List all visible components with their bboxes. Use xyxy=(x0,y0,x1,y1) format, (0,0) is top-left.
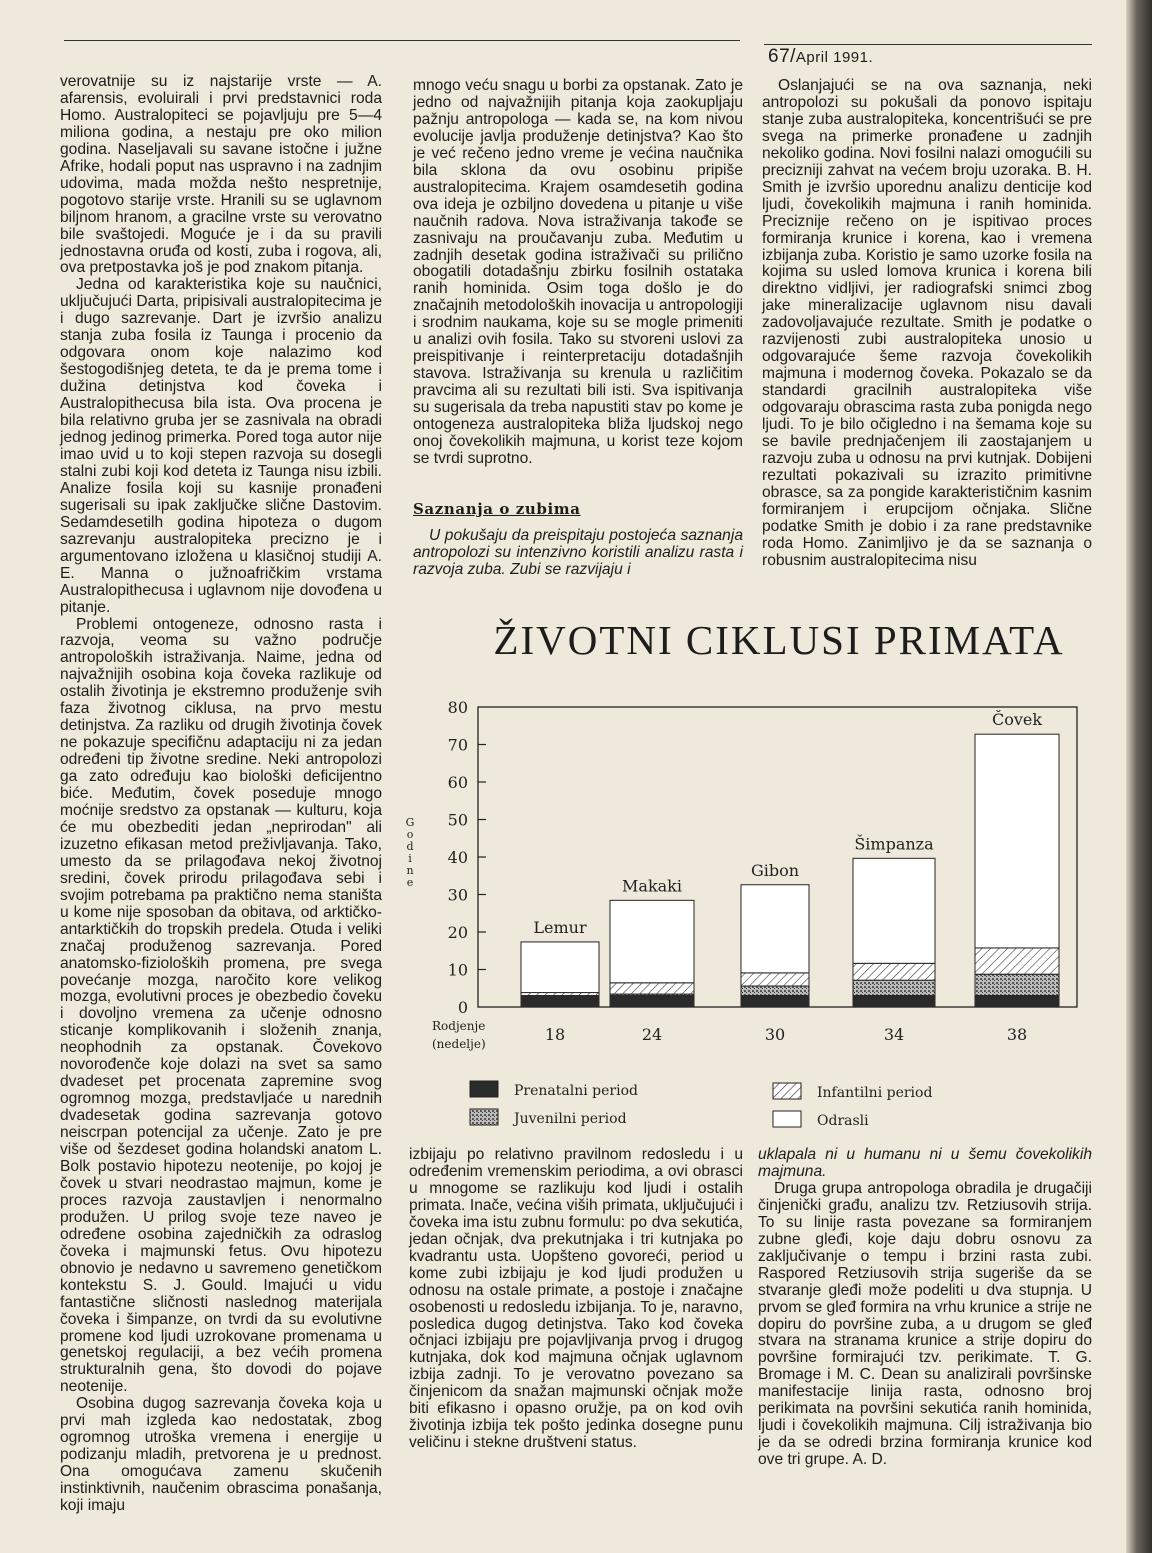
paragraph: Problemi ontogeneze, odnosno rasta i razvoja, veoma su važno područje antropoloških istraživanja. Naime, jedna od najvažnijih osobina koja čoveka razlikuje od ostalih životinja je ekstremno produženje svih faza životnog ciklusa, na prvo mestu detinjstva. Za razliku od drugih životinja čovek ne pokazuje specifičnu adaptaciju ni za jedan određeni tip životne sredine. Neki antropolozi ga zato određuju kao biološki deficijentno biće. Međutim, čovek poseduje mnogo moćnije sredstvo za opstanak — kulturu, koja će mu obezbediti jedan „neprirodan" ali izuzetno efikasan metod preživljavanja. Tako, umesto da se prilagođava nekoj životnoj sredini, čovek prirodu prilagođava sebi i svojim potrebama pa praktično nema staništa u kome nije sposoban da obitava, od arktičko-antarktičkih do tropskih predela. Otuda i veliki značaj produženog sazrevanja. Pored anatomsko-fizioloških promena, pre svega povećanje mozga, naročito kore velikog mozga, evolutivni proces je obezbedio čoveku i dovoljno vremena za učenje odnosno sticanje komplikovanih i složenih znanja, neophodnih za opstanak. Čovekovo novorođenče koje dolazi na svet sa samo dvadeset pet procenata zapremine svog ogromnog mozga, predstavljaće u narednih dvadesetak godina sazrevanja gotovo neiscrpan potencijal za učenje. Zato je pre više od šezdeset godina holandski anatom L. Bolk postavio hipotezu neotenije, po kojoj je čovek u stvari neodrastao majmun, kome je proces razvoja zaustavljen i nenormalno produžen. U prilog svoje teze naveo je određene osobina zajedničkih za odraslog čoveka i majmunski fetus. Ovu hipotezu obnovio je nedavno u savremeno genetičkom kontekstu S. J. Gould. Imajući u vidu fantastične sličnosti naslednog materijala čoveka i šimpanze, on tvrdi da su evolutivne promene kod ljudi uzrokovane promenama u genetskoj regulaciji, a bez većih promena strukturalnih gena, što dovodi do pojave neotenije. xyxy=(60,615,382,1396)
paragraph: Osobina dugog sazrevanja čoveka koja u prvi mah izgleda kao nedostatak, zbog ogromnog utroška vremena i energije u podizanju mladih, pretvorena je u prednost. Ona omogućava zamenu skučenih instinktivnih, naučenim obrascima ponašanja, koji imaju xyxy=(60,1395,382,1515)
legend-label: Juvenilni period xyxy=(514,1111,627,1127)
bar-category-label: Čovek xyxy=(991,710,1043,730)
y-tick-label: 20 xyxy=(447,923,468,942)
paragraph: uklapala ni u humanu ni u šemu čovekolikih majmuna. xyxy=(758,1146,1092,1180)
bar-segment-adult xyxy=(741,885,809,973)
legend-label: Prenatalni period xyxy=(514,1083,638,1099)
y-tick-label: 40 xyxy=(447,848,468,867)
birth-week-label: 18 xyxy=(544,1025,566,1044)
legend-label: Infantilni period xyxy=(817,1085,933,1101)
y-tick-label: 80 xyxy=(447,698,468,717)
y-tick-label: 50 xyxy=(447,810,468,830)
article-column-3 xyxy=(762,78,1092,570)
paragraph: verovatnije su iz najstarije vrste — A. afarensis, evoluirali i prvi predstavnici roda Homo. Australopiteci se pojavljuju pre 5—4 miliona godina, a nestaju pre oko milion godina. Naseljavali su savane istočne i južne Afrike, hodali poput nas uspravno i na zadnjim udovima, mada možda nešto nespretnije, pogotovo starije vrste. Hranili su se uglavnom biljnom hranom, a gracilne vrste su verovatno bile svaštojedi. Moguće je i da su pravili jednostavna oruđa od kosti, zuba i rogova, ali, ova pretpostavka još je pod znakom pitanja. xyxy=(60,73,382,277)
issue-month: April xyxy=(795,49,829,66)
bar-base-band xyxy=(853,995,935,1007)
x-axis-label-line: Rodjenje xyxy=(432,1019,486,1033)
birth-week-label: 34 xyxy=(883,1025,905,1044)
y-axis-label-letter: d xyxy=(406,840,414,853)
bar-segment-adult xyxy=(610,900,694,983)
bar-segment-adult xyxy=(521,942,599,993)
article-column-1 xyxy=(60,74,382,1515)
y-tick-label: 60 xyxy=(447,773,468,792)
paragraph: Jedna od karakteristika koje su naučnici, uključujući Darta, pripisivali australopitecima je i dugo sazrevanje. Dart je izvršio analizu stanja zuba fosila iz Taunga i procenio da odgovara onom koje nalazimo kod šestogodišnjeg deteta, te da je prema tome i dužina detinjstva kod čoveka i Australopithecusa bila ista. Ova procena je bila relativno gruba jer se zasnivala na obradi jednog jedinog primerka. Pored toga autor nije imao uvid u to koji stepen razvoja su dosegli stalni zubi koji kod deteta iz Taunga nisu izbili. Analize fosila koji su kasnije pronađeni sugerisali su ipak zaključke slične Dastovim. Sedamdesetilh godina hipoteza o dugom sazrevanju australopiteka precizno je i argumentovano izložena u klasičnoj studiji A. E. Manna o južnoafričkim vrstama Australopithecusa i uglavnom nije dovođena u pitanje. xyxy=(60,276,382,616)
bar-category-label: Lemur xyxy=(533,917,587,937)
y-tick-label: 70 xyxy=(447,735,468,755)
paragraph: Oslanjajući se na ova saznanja, neki antropolozi su pokušali da ponovo ispitaju stanje zuba australopiteka, koncentrišući se pre svega na primerke pronađene u zadnjih nekoliko godina. Novi fosilni nalazi omogućili su precizniji zahvat na većem broju uzoraka. B. H. Smith je izvršio uporednu analizu denticije kod ljudi, čovekolikih majmuna i ranih hominida. Preciznije rečeno on je ispitivao proces formiranja krunice i korena, kao i vremena izbijanja zuba. Koristio je samo uzorke fosila na kojima su usled lomova krunica i korena bili direktno vidljivi, jer radiografski snimci zbog jake mineralizacije uglavnom nisu davali zadovoljavajuće rezultate. Smith je podatke o razvijenosti zubi australopiteka unosio u odgovarajuće šeme razvoja čovekolikih majmuna i modernog čoveka. Pokazalo se da standardi gracilnih australopiteka više odgovaraju obrascima rasta zuba ponigda nego ljudi. To je bilo očigledno i na šemama koje su se bavile prednjačenjem ili zaostajanjem u razvoju zuba u odnosu na prvi kutnjak. Dobijeni rezultati pokazivali su izrazito primitivne obrasce, sa za pongide karakterističnim kasnim formiranjem i erupcijom očnjaka. Slične podatke Smith je dobio i za rane predstavnike roda Homo. Zanimljivo je da se saznanja o robusnim australopitecima nisu xyxy=(762,77,1092,569)
paragraph: mnogo veću snagu u borbi za opstanak. Zato je jedno od najvažnijih pitanja koja zaokupljaju pažnju antropologa — kada se, na kom nivou evolucije javlja produženje detinjstva? Kao što je već rečeno jedno vreme je većina naučnika bila sklona da ovu osobinu pripiše australopitecima. Krajem osamdesetih godina ova ideja je ozbiljno dovedena u pitanje u više naučnih radova. Nova istraživanja takođe se zasnivaju na proučavanju zuba. Međutim u zadnjih desetak godina istraživači su prilično obogatili dotadašnju zbirku fosilnih ostataka ranih hominida. Osim toga došlo je do značajnih metodoloških inovacija u antropologiji i srodnim naukama, koje su se mogle primeniti u analizi ovih fosila. Tako su stvoreni uslovi za preispitivanje i reinterpretaciju dotadašnjih stavova. Istraživanja su krenula u različitim pravcima ali su rezultati bili isti. Sva ispitivanja su sugerisala da treba napustiti stav po kome je ontogeneza australopiteka bliža ljudskoj nego onoj čovekolikih majmuna, u korist teze kojom se tvrdi suprotno. xyxy=(413,77,743,467)
paragraph: U pokušaju da preispitaju postojeća saznanja antropolozi su intenzivno koristili analizu rasta i razvoja zuba. Zubi se razvijaju i xyxy=(413,527,743,578)
bar-segment-infantile xyxy=(610,983,694,994)
legend-label: Odrasli xyxy=(817,1113,869,1129)
header-rule-right xyxy=(764,44,1092,45)
section-heading: Saznanja o zubima xyxy=(413,500,581,518)
y-tick-label: 30 xyxy=(447,885,468,905)
bar-segment-infantile xyxy=(853,963,935,980)
legend-swatch xyxy=(470,1109,498,1125)
article-column-2 xyxy=(413,78,743,468)
bar-base-band xyxy=(521,995,599,1007)
y-tick-label: 0 xyxy=(457,998,468,1017)
birth-week-label: 24 xyxy=(641,1025,663,1044)
bar-segment-infantile xyxy=(975,948,1059,974)
article-column-2-continued xyxy=(409,1147,743,1452)
bar-category-label: Šimpanza xyxy=(854,834,934,854)
y-axis-label-letter: e xyxy=(406,876,414,889)
y-axis-label-letter: G xyxy=(405,816,415,829)
bar-category-label: Makaki xyxy=(622,876,682,896)
bar-segment-adult xyxy=(975,734,1059,948)
y-axis-label-letter: o xyxy=(406,828,414,841)
paragraph: izbijaju po relativno pravilnom redosledu i u određenim vremenskim periodima, a ovi obrasci u mnogome se razlikuju kod ljudi i ostalih primata. Inače, većina viših primata, uključujući i čoveka ima istu zubnu formulu: po dva sekutića, jedan očnjak, dva prekutnjaka i tri kutnjaka po kvadrantu usta. Uopšteno govoreći, period u kome zubi izbijaju je kod ljudi produžen u odnosu na ostale primate, a postoje i značajne osobenosti u redosledu izbijanja. To je, naravno, posledica dugog detinjstva. Tako kod čoveka očnjaci izbijaju pre pojavljivanja prvog i drugog kutnjaka, dok kod majmuna očnjak uglavnom izbija zadnji. To je verovatno povezano sa činjenicom da snažan majmunski očnjak može biti efikasno i opasno oružje, pa on kod ovih životinja izbija tek pošto jedinka dosegne punu veličinu i stekne društveni status. xyxy=(409,1146,743,1452)
bar-base-band xyxy=(975,995,1059,1007)
y-axis-label-letter: n xyxy=(406,864,414,877)
life-cycle-bar-chart xyxy=(400,690,1100,1140)
y-tick-label: 10 xyxy=(447,960,468,980)
paragraph: Druga grupa antropologa obradila je drugačiji činjenički građu, analizu tzv. Retziusovih strija. To su linije rasta povezane sa formiranjem zubne gleđi, koje daju dobru osnovu za zaključivanje o tempu i brzini rasta zubi. Raspored Retziusovih strija sugeriše da se stvaranje gleđi može podeliti u dva stupnja. U prvom se gleđ formira na vrhu krunice a strije ne dopiru do površine zuba, a u drugom se gleđ stvara na stranama krunice a strije dopiru do površine formirajući tzv. perikimate. T. G. Bromage i M. C. Dean su analizirali površinske manifestacije linija rasta, odnosno broj perikimata na površini sekutića ranih hominida, ljudi i čovekolikih majmuna. Cilj istraživanja bio je da se odredi brzina formiranja krunice kod ove tri grupe. A. D. xyxy=(758,1179,1092,1469)
bar-base-band xyxy=(741,995,809,1007)
page-number: 67/ xyxy=(768,46,796,67)
bar-category-label: Gibon xyxy=(750,860,800,880)
x-axis-label-line: (nedelje) xyxy=(432,1037,486,1051)
bar-segment-adult xyxy=(853,858,935,963)
bar-base-band xyxy=(610,995,694,1007)
header-rule-left xyxy=(64,40,740,41)
issue-year: 1991. xyxy=(828,49,874,66)
birth-week-label: 38 xyxy=(1006,1025,1028,1044)
legend-swatch xyxy=(470,1081,498,1097)
article-column-3-continued xyxy=(758,1147,1092,1469)
page-header xyxy=(768,46,873,68)
legend-swatch xyxy=(773,1111,801,1127)
y-axis-label-letter: i xyxy=(408,852,412,865)
legend-swatch xyxy=(773,1083,801,1099)
chart-title: ŽIVOTNI CIKLUSI PRIMATA xyxy=(493,617,1065,663)
article-column-2-section xyxy=(413,528,743,579)
page-binding-edge xyxy=(1126,0,1152,1553)
bar-segment-infantile xyxy=(741,973,809,986)
birth-week-label: 30 xyxy=(764,1025,786,1044)
